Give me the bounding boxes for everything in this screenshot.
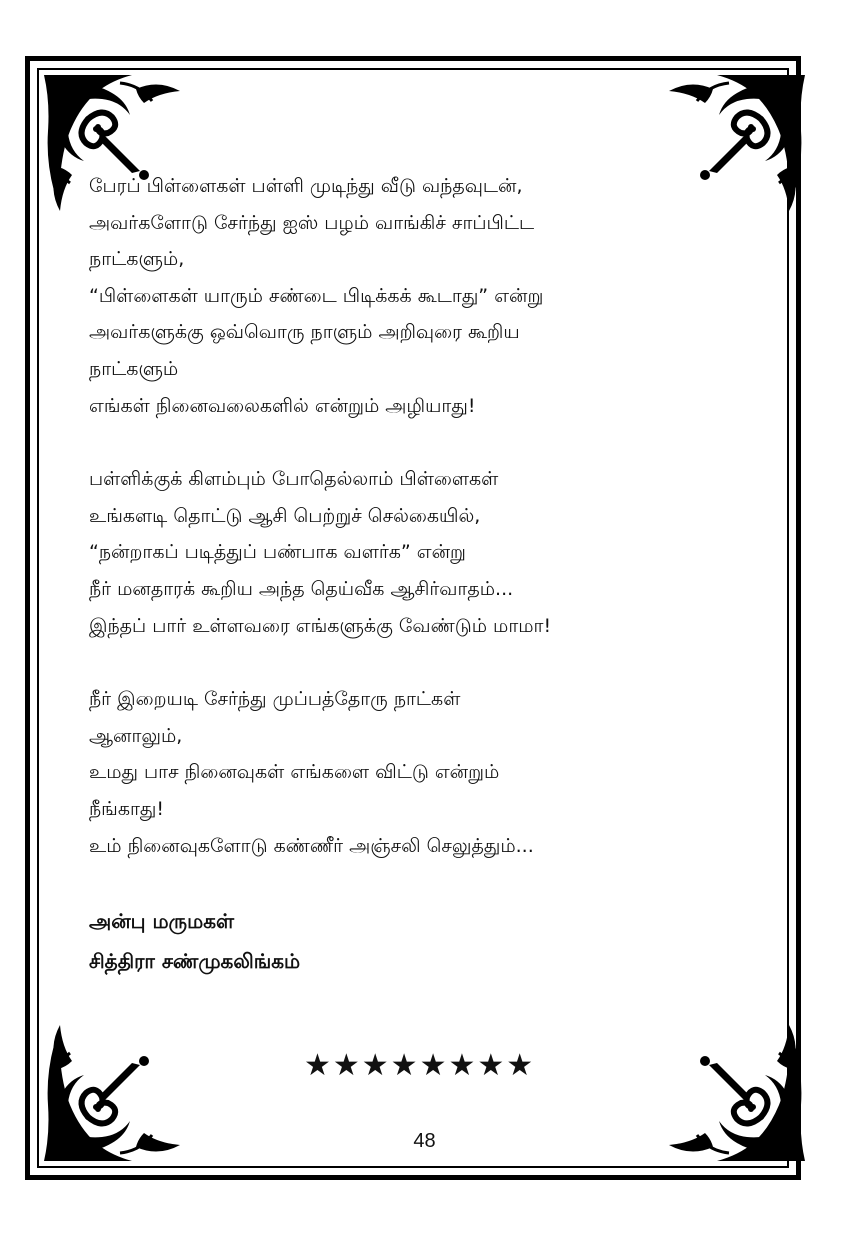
star-divider: ★★★★★★★★: [304, 1048, 536, 1083]
stanza-3: [89, 681, 709, 864]
poem-line: அவர்களோடு சேர்ந்து ஐஸ் பழம் வாங்கிச் சாப்பிட்ட: [89, 211, 535, 234]
poem-line: நீங்காது!: [89, 797, 164, 820]
poem-line: “பிள்ளைகள் யாரும் சண்டை பிடிக்கக் கூடாது” என்று: [89, 284, 544, 307]
poem-line: நீர் இறையடி சேர்ந்து முப்பத்தோரு நாட்கள்: [89, 688, 461, 711]
poem-line: ஆனாலும்,: [89, 724, 183, 747]
stanza-2: [89, 461, 709, 644]
poem-line: உங்களடி தொட்டு ஆசி பெற்றுச் செல்கையில்,: [89, 504, 481, 527]
signature-block: [89, 901, 709, 981]
poem-line: இந்தப் பார் உள்ளவரை எங்களுக்கு வேண்டும் மாமா!: [89, 614, 552, 637]
page-number: 48: [413, 1130, 436, 1152]
poem-line: அவர்களுக்கு ஒவ்வொரு நாளும் அறிவுரை கூறிய: [89, 321, 520, 344]
poem-line: உம் நினைவுகளோடு கண்ணீர் அஞ்சலி செலுத்தும்...: [89, 834, 534, 857]
poem-line: நாட்களும்,: [89, 248, 185, 271]
poem-line: உமது பாச நினைவுகள் எங்களை விட்டு என்றும்: [89, 761, 500, 784]
poem-body: [89, 168, 709, 981]
signature-name: சித்திரா சண்முகலிங்கம்: [89, 949, 301, 974]
poem-line: நீர் மனதாரக் கூறிய அந்த தெய்வீக ஆசிர்வாதம்...: [89, 577, 514, 600]
poem-line: “நன்றாகப் படித்துப் பண்பாக வளர்க” என்று: [89, 541, 466, 564]
signature-relation: அன்பு மருமகள்: [89, 909, 235, 934]
poem-line: பள்ளிக்குக் கிளம்பும் போதெல்லாம் பிள்ளைகள்: [89, 468, 499, 491]
poem-line: நாட்களும்: [89, 357, 179, 380]
stanza-1: [89, 168, 709, 424]
poem-line: எங்கள் நினைவலைகளில் என்றும் அழியாது!: [89, 394, 476, 417]
poem-line: பேரப் பிள்ளைகள் பள்ளி முடிந்து வீடு வந்தவுடன்,: [89, 175, 523, 197]
